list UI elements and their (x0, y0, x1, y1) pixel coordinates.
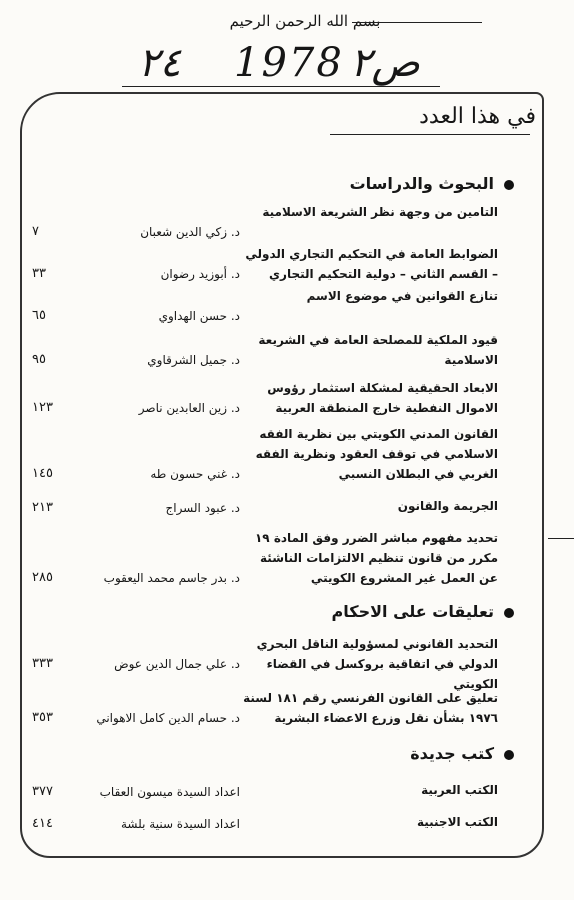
handwritten-issue: ٢٤ (138, 40, 181, 86)
toc-row (32, 780, 498, 802)
toc-topic: الكتب الاجنبية (416, 815, 498, 829)
basmala-rule (352, 22, 482, 23)
handwritten-mark: ص٢ (350, 40, 420, 86)
section-heading-commentaries (332, 602, 514, 621)
toc-author: د. زين العابدين ناصر (138, 401, 240, 415)
toc-author: د. علي جمال الدين عوض (114, 657, 240, 671)
toc-author: د. عبود السراج (165, 501, 240, 515)
toc-page: ٢٨٥ (32, 570, 53, 585)
toc-row (32, 688, 498, 728)
toc-row (32, 244, 498, 284)
toc-row (32, 378, 498, 418)
toc-page: ٣٥٣ (32, 710, 53, 725)
toc-row (32, 330, 498, 370)
toc-page: ٣٣ (32, 266, 46, 281)
toc-page: ٦٥ (32, 308, 46, 323)
toc-page: ٧ (32, 224, 39, 239)
section-heading-new-books (410, 744, 514, 763)
toc-author: د. أبوزيد رضوان (160, 267, 240, 281)
toc-page: ١٢٣ (32, 400, 53, 415)
toc-page: ٤١٤ (32, 816, 53, 831)
toc-topic: تنازع القوانين في موضوع الاسم (306, 289, 498, 303)
toc-topic: قيود الملكية للمصلحة العامة في الشريعة الاسلامية (258, 333, 498, 367)
bullet-icon (504, 750, 514, 760)
toc-row (32, 424, 498, 484)
toc-author: د. حسن الهداوي (158, 309, 240, 323)
toc-topic: التامين من وجهة نظر الشريعة الاسلامية (262, 205, 498, 219)
toc-author: د. بدر جاسم محمد اليعقوب (103, 571, 240, 585)
toc-topic: القانون المدني الكويتي بين نظرية الفقه الاسلامي في توقف العقود ونظرية الفقه الغربي في البطلان النسبي (255, 427, 498, 481)
basmala: بسم الله الرحمن الرحيم (229, 12, 381, 30)
toc-page: ٣٧٧ (32, 784, 53, 799)
toc-author: اعداد السيدة سنية بلشة (121, 817, 240, 831)
section-heading-label: كتب جديدة (410, 744, 494, 763)
toc-row (32, 202, 498, 242)
bullet-icon (504, 608, 514, 618)
toc-author: د. غني حسون طه (150, 467, 240, 481)
section-heading-label: البحوث والدراسات (349, 174, 494, 193)
section-heading-research (350, 174, 514, 193)
section-heading-label: تعليقات على الاحكام (331, 602, 494, 621)
handwritten-underline (122, 86, 440, 87)
toc-page: ٢١٣ (32, 500, 53, 515)
toc-row (32, 812, 498, 834)
handwritten-year: 1978 (234, 40, 344, 86)
toc-author: اعداد السيدة ميسون العقاب (99, 785, 240, 799)
toc-row (32, 634, 498, 691)
toc-topic: التحديد القانوني لمسؤولية الناقل البحري الدولي في اتفاقية بروكسل في القضاء الكويتي (256, 637, 498, 691)
toc-page: ١٤٥ (32, 466, 53, 481)
toc-author: د. جميل الشرقاوي (147, 353, 240, 367)
margin-mark (548, 538, 574, 539)
toc-page: ٩٥ (32, 352, 46, 367)
toc-topic: تعليق على القانون الفرنسي رقم ١٨١ لسنة ١٩٧٦ بشأن نقل وزرع الاعضاء البشرية (243, 691, 498, 725)
toc-topic: الجريمة والقانون (397, 499, 498, 513)
toc-topic: الكتب العربية (421, 783, 498, 797)
toc-row (32, 286, 498, 326)
toc-row (32, 496, 498, 518)
contents-title: في هذا العدد (419, 104, 536, 129)
handwritten-annotation (138, 40, 438, 90)
toc-topic: تحديد مفهوم مباشر الضرر وفق المادة ١٩ مكرر من قانون تنظيم الالتزامات الناشئة عن العمل غير المشروع الكويتي (254, 531, 498, 585)
bullet-icon (504, 180, 514, 190)
title-underline (330, 134, 530, 135)
toc-topic: الابعاد الحقيقية لمشكلة استثمار رؤوس الاموال النفطية خارج المنطقة العربية (267, 381, 498, 415)
toc-page: ٣٣٣ (32, 656, 53, 671)
toc-author: د. زكي الدين شعبان (140, 225, 240, 239)
toc-author: د. حسام الدين كامل الاهواني (96, 711, 240, 725)
toc-row (32, 528, 498, 588)
toc-topic: الضوابط العامة في التحكيم التجاري الدولي – القسم الثاني – دولية التحكيم التجاري (245, 247, 498, 281)
